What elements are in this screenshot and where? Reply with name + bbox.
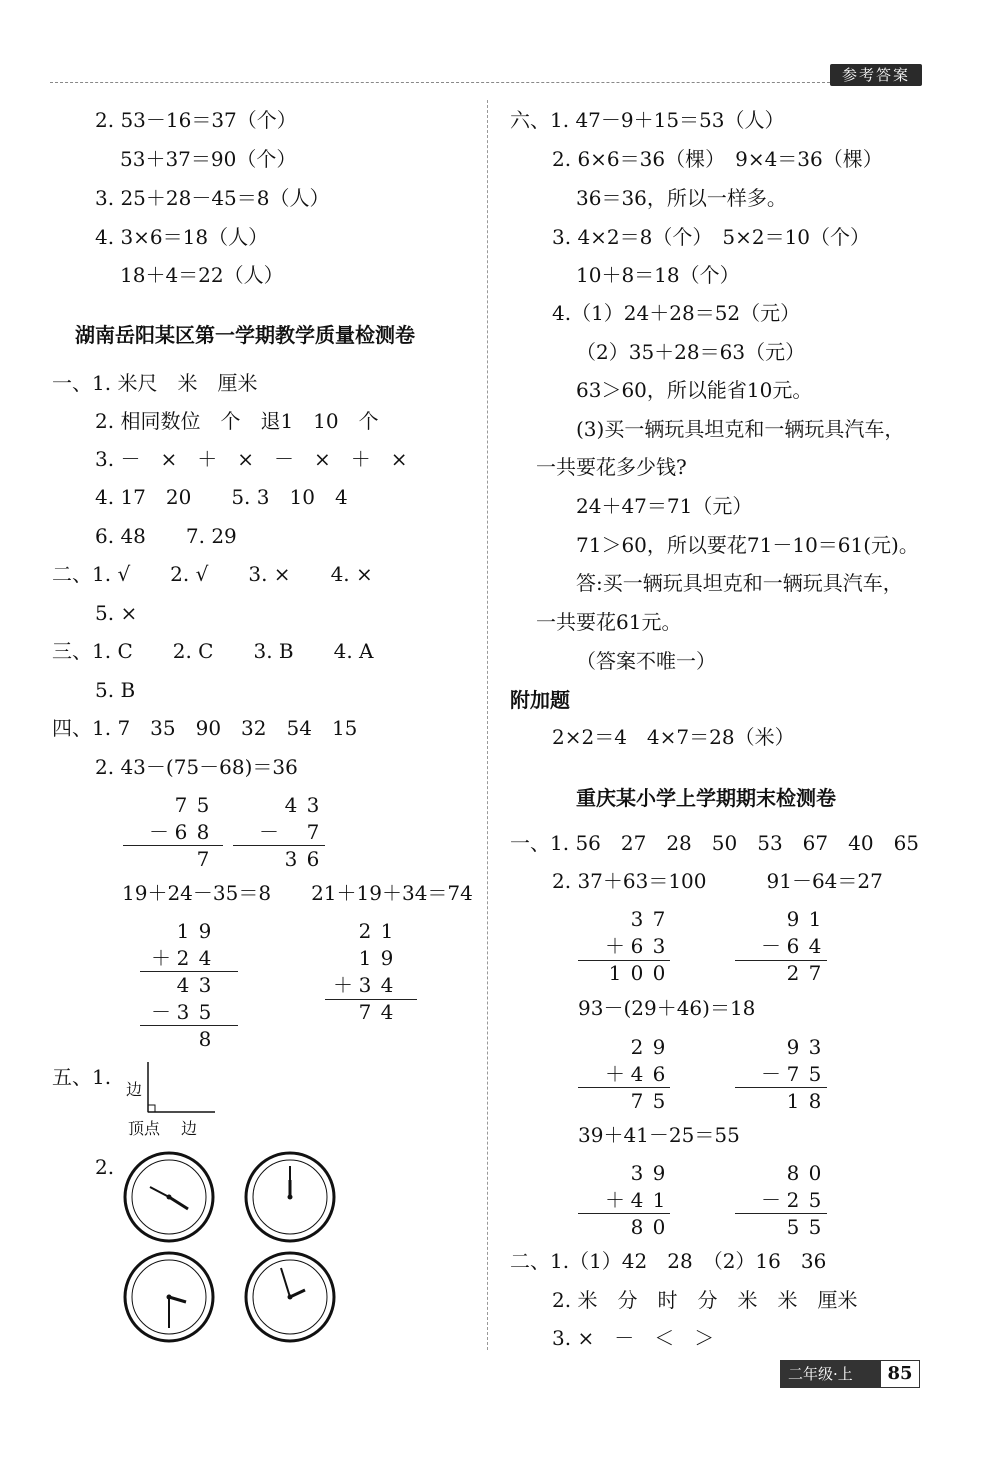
answer-line: 71＞60，所以要花71－10＝61(元)。 [576, 533, 919, 557]
answer-line: 63＞60，所以能省10元。 [576, 378, 813, 402]
answer-line: 3. 4×2＝8（个） 5×2＝10（个） [552, 225, 871, 249]
answer-line: 2. 米 分 时 分 米 米 厘米 [552, 1288, 858, 1312]
vertical-calc: 8 0 － 2 5 5 5 [761, 1161, 822, 1239]
vertex-label: 顶点 [128, 1119, 161, 1138]
clock-icon [243, 1150, 338, 1245]
vertical-calc: 9 1 － 6 4 2 7 [761, 907, 822, 985]
answer-line: （2）35＋28＝63（元） [576, 340, 806, 364]
side-label: 边 [181, 1119, 198, 1138]
answer-line: 二、1.（1）42 28 （2）16 36 [510, 1249, 827, 1273]
answer-line: 4. 3×6＝18（人） [95, 225, 269, 249]
answer-line: 36＝36，所以一样多。 [576, 186, 787, 210]
answer-line: 六、1. 47－9＋15＝53（人） [510, 108, 785, 132]
calc-rule [735, 1213, 827, 1214]
calc-rule [123, 845, 223, 846]
answer-line: 6. 48 7. 29 [95, 524, 237, 548]
answer-line: 五、1. [52, 1065, 112, 1089]
vertical-calc: 4 3 － 7 3 6 [259, 793, 320, 871]
answer-line: 5. B [95, 678, 136, 702]
vertical-calc: 3 9 ＋ 4 1 8 0 [605, 1161, 666, 1239]
calc-rule [140, 971, 238, 972]
answer-line: 三、1. C 2. C 3. B 4. A [52, 639, 374, 663]
vertical-calc: 3 7 ＋ 6 3 1 0 0 [605, 907, 666, 985]
answer-line: 一、1. 56 27 28 50 53 67 40 65 [510, 831, 920, 855]
answer-line: 10＋8＝18（个） [576, 263, 740, 287]
clock-icon [122, 1150, 217, 1245]
section-heading: 附加题 [510, 688, 570, 712]
answer-line: 二、1. √ 2. √ 3. × 4. × [52, 562, 373, 586]
vertical-calc: 2 1 1 9 ＋ 3 4 7 4 [333, 919, 394, 1024]
calc-rule [140, 1025, 238, 1026]
calc-rule [578, 1213, 670, 1214]
answer-line: 5. × [95, 601, 138, 625]
answer-line: 答:买一辆玩具坦克和一辆玩具汽车， [576, 571, 903, 595]
calc-rule [735, 1087, 827, 1088]
answer-key-tag: 参考答案 [830, 64, 922, 86]
calc-rule [735, 960, 827, 961]
answer-line: 四、1. 7 35 90 32 54 15 [52, 716, 358, 740]
answer-line: 3. 25＋28－45＝8（人） [95, 186, 330, 210]
answer-line: 4.（1）24＋28＝52（元） [552, 301, 801, 325]
vertical-calc: 9 3 － 7 5 1 8 [761, 1035, 822, 1113]
answer-line: 2. 相同数位 个 退1 10 个 [95, 409, 379, 433]
answer-line: 93－(29＋46)＝18 [578, 996, 756, 1020]
answer-line: 2. 6×6＝36（棵） 9×4＝36（棵） [552, 147, 883, 171]
vertical-calc: 2 9 ＋ 4 6 7 5 [605, 1035, 666, 1113]
calc-rule [578, 960, 670, 961]
calc-rule [325, 999, 417, 1000]
answer-line: (3)买一辆玩具坦克和一辆玩具汽车， [576, 417, 905, 441]
answer-line: 2. 43－(75－68)＝36 [95, 755, 298, 779]
page-number: 85 [880, 1360, 920, 1388]
answer-line: 一共要花61元。 [536, 610, 682, 634]
header-rule [50, 82, 830, 83]
answer-line: （答案不唯一） [576, 649, 716, 673]
answer-line: 3. × － ＜ ＞ [552, 1326, 715, 1350]
calc-rule [233, 845, 325, 846]
answer-line: 2. 53－16＝37（个） [95, 108, 297, 132]
answer-line: 2. [95, 1155, 115, 1179]
answer-line: 一、1. 米尺 米 厘米 [52, 371, 258, 395]
side-label: 边 [126, 1080, 143, 1099]
answer-line: 2. 37＋63＝100 91－64＝27 [552, 869, 883, 893]
calc-rule [578, 1087, 670, 1088]
answer-line: 2×2＝4 4×7＝28（米） [552, 725, 795, 749]
clock-icon [122, 1250, 217, 1345]
answer-line: 24＋47＝71（元） [576, 494, 753, 518]
section-title: 重庆某小学上学期期末检测卷 [576, 786, 836, 810]
page-footer [780, 1360, 920, 1388]
answer-line: 3. － × ＋ × － × ＋ × [95, 447, 408, 471]
grade-label: 二年级·上 [780, 1360, 880, 1388]
answer-line: 19＋24－35＝8 21＋19＋34＝74 [122, 881, 473, 905]
section-title: 湖南岳阳某区第一学期教学质量检测卷 [75, 323, 415, 347]
answer-line: 53＋37＝90（个） [120, 147, 297, 171]
vertical-calc: 7 5 － 6 8 7 [149, 793, 210, 871]
answer-line: 39＋41－25＝55 [578, 1123, 740, 1147]
answer-line: 18＋4＝22（人） [120, 263, 284, 287]
answer-line: 4. 17 20 5. 3 10 4 [95, 485, 348, 509]
vertical-calc: 1 9 ＋ 2 4 4 3 － 3 5 8 [151, 919, 212, 1051]
column-divider [487, 100, 488, 1350]
answer-line: 一共要花多少钱? [536, 455, 687, 479]
clock-icon [243, 1250, 338, 1345]
